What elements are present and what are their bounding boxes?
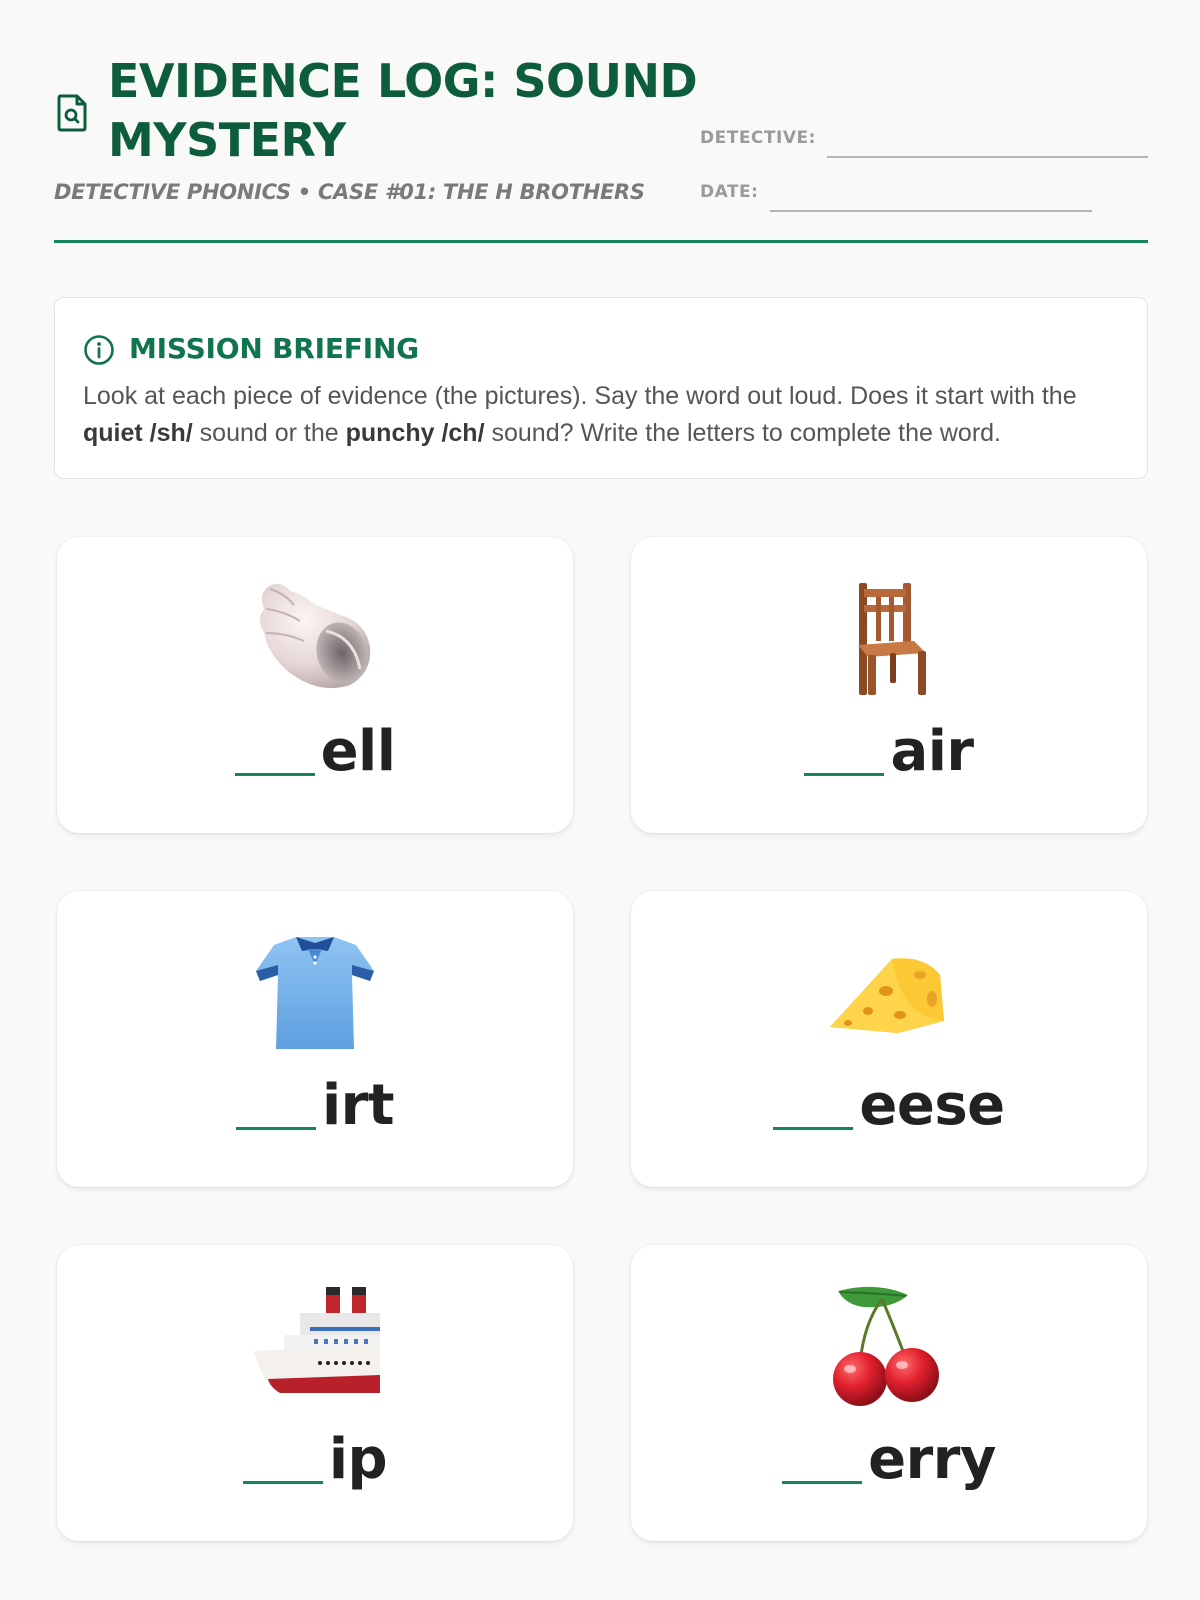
evidence-card xyxy=(57,891,573,1187)
word-ending: erry xyxy=(868,1427,996,1492)
word-completion xyxy=(57,1071,573,1141)
shirt-icon xyxy=(250,929,380,1059)
punchy-sound-label: punchy /ch/ xyxy=(345,419,485,447)
chair-icon xyxy=(824,575,954,705)
cheese-icon xyxy=(824,929,954,1059)
mission-briefing-box xyxy=(54,297,1148,479)
answer-blank[interactable] xyxy=(804,773,884,776)
word-completion xyxy=(631,1071,1147,1141)
detective-label: DETECTIVE: xyxy=(700,128,816,148)
document-search-icon xyxy=(56,94,88,132)
word-ending: ell xyxy=(320,719,396,784)
ship-icon xyxy=(250,1283,380,1413)
answer-blank[interactable] xyxy=(235,773,315,776)
word-ending: air xyxy=(890,719,974,784)
header xyxy=(54,52,1148,244)
quiet-sound-label: quiet /sh/ xyxy=(83,419,193,447)
briefing-text-part: sound? Write the letters to complete the word. xyxy=(484,419,1001,447)
date-line[interactable] xyxy=(770,210,1092,212)
briefing-text-part: sound or the xyxy=(192,419,346,447)
answer-blank[interactable] xyxy=(236,1127,316,1130)
evidence-card xyxy=(631,537,1147,833)
shell-icon xyxy=(250,575,380,705)
word-ending: eese xyxy=(859,1073,1005,1138)
word-completion xyxy=(57,1425,573,1495)
answer-blank[interactable] xyxy=(243,1481,323,1484)
evidence-card xyxy=(631,1245,1147,1541)
answer-blank[interactable] xyxy=(773,1127,853,1130)
word-ending: ip xyxy=(328,1427,388,1492)
cherry-icon xyxy=(824,1283,954,1413)
detective-name-line[interactable] xyxy=(827,156,1148,158)
page-title: EVIDENCE LOG: SOUND MYSTERY xyxy=(108,54,698,167)
date-label: DATE: xyxy=(700,182,759,202)
evidence-card xyxy=(57,1245,573,1541)
word-completion xyxy=(631,1425,1147,1495)
word-completion xyxy=(631,717,1147,787)
word-completion xyxy=(57,717,573,787)
briefing-title: MISSION BRIEFING xyxy=(129,332,419,365)
evidence-card xyxy=(57,537,573,833)
briefing-text-part: Look at each piece of evidence (the pictures). Say the word out loud. Does it start with the xyxy=(83,382,1077,410)
info-icon xyxy=(83,334,115,366)
header-divider xyxy=(54,240,1148,243)
evidence-card xyxy=(631,891,1147,1187)
briefing-text xyxy=(83,378,1133,452)
word-ending: irt xyxy=(321,1073,395,1138)
answer-blank[interactable] xyxy=(782,1481,862,1484)
page-subtitle: DETECTIVE PHONICS • CASE #01: THE H BROTHERS xyxy=(54,180,645,204)
